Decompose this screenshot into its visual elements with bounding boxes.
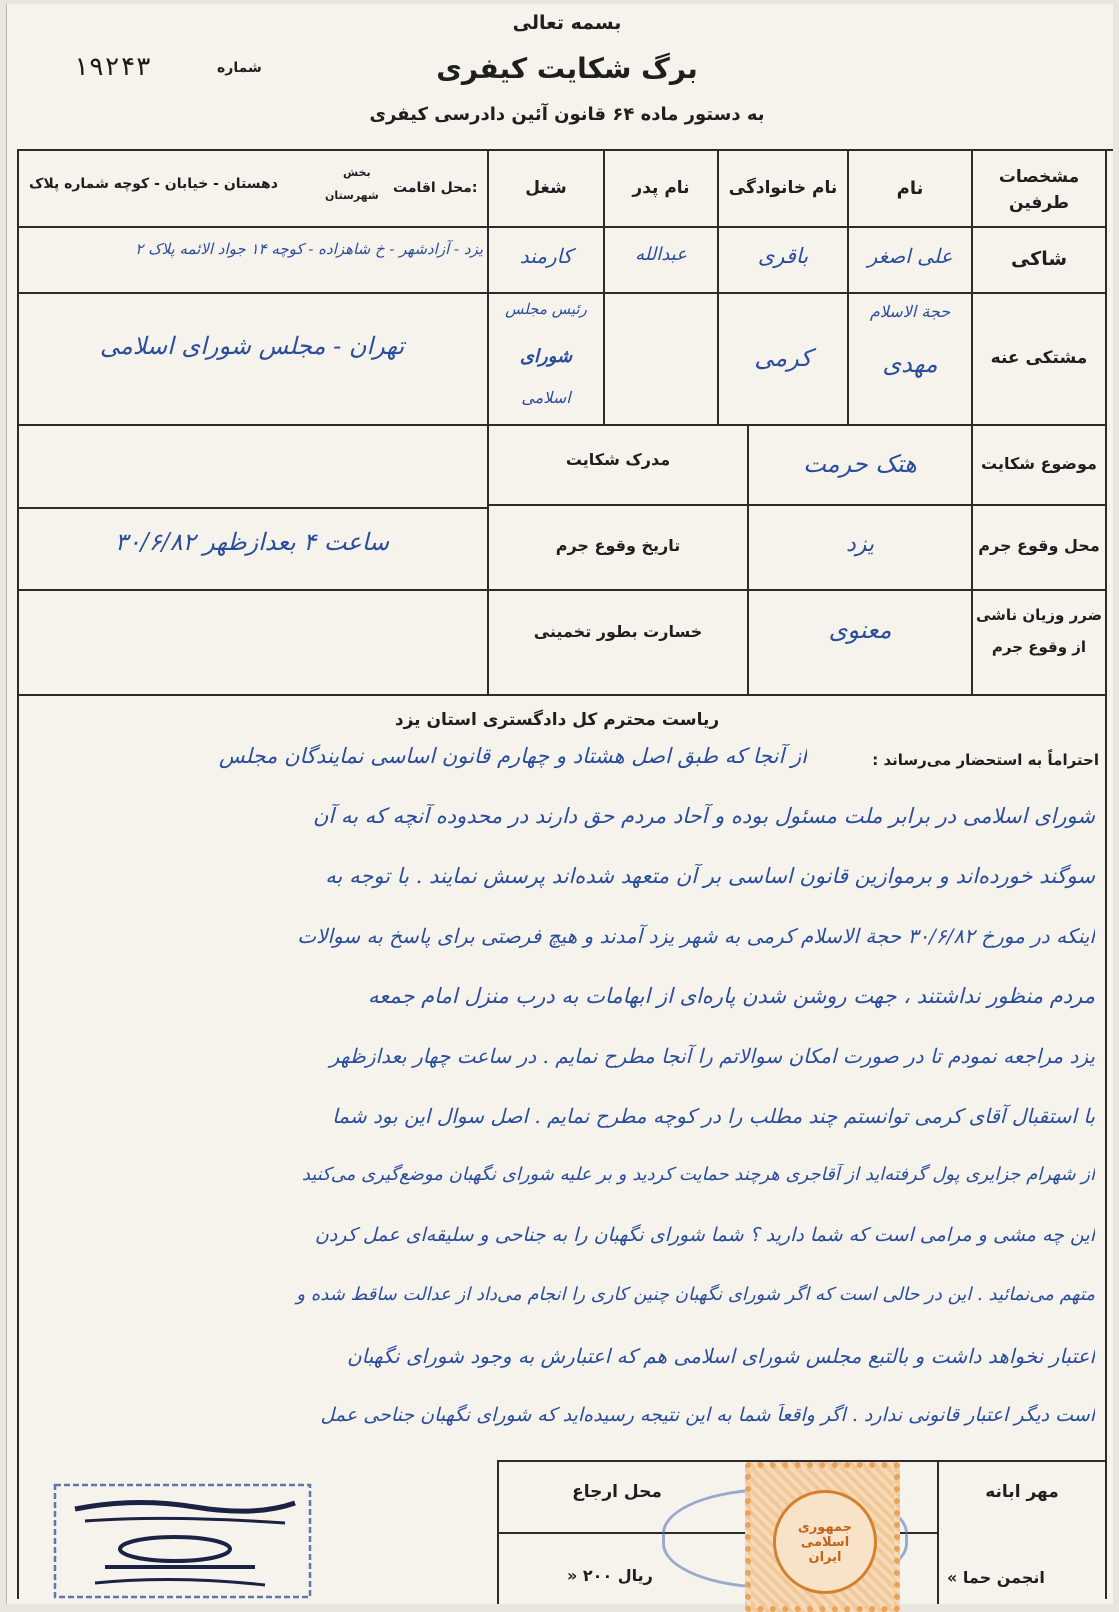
- col-name-header: نام: [896, 178, 924, 199]
- letter-line: از شهرام جزایری پول گرفته‌اید از آقاجری هرچند حمایت کردید و بر علیه شورای نگهبان موضع‌گیری می‌کنید: [301, 1164, 1095, 1185]
- date-value: ۳۰/۶/۸۲ ساعت ۴ بعدازظهر: [114, 528, 390, 556]
- form-number: ۱۹۲۴۳: [73, 52, 152, 82]
- date-label: تاریخ وقوع جرم: [555, 536, 681, 555]
- form-title: برگ شکایت کیفری: [436, 52, 698, 85]
- subject-value: هتک حرمت: [803, 450, 917, 478]
- col-address-rest: دهستان - خیابان - کوچه شماره پلاک: [29, 176, 278, 192]
- damage-value: معنوی: [828, 616, 892, 644]
- signature-seal: [45, 1479, 315, 1604]
- letter-line: متهم می‌نمائید . این در حالی است که اگر شورای نگهبان چنین کاری را انجام می‌داد از عدالت ساقط شده و: [296, 1284, 1095, 1305]
- col-father-header: نام پدر: [632, 178, 690, 198]
- page-left-border: [17, 149, 19, 1599]
- col-address-label: محل اقامت:: [393, 180, 478, 196]
- row-divider: [17, 226, 1107, 228]
- col-family-header: نام خانوادگی: [728, 178, 838, 198]
- subject-label: موضوع شکایت: [981, 454, 1097, 473]
- defendant-name: مهدی: [882, 350, 938, 378]
- complainant-label: شاکی: [1010, 248, 1068, 270]
- damage-label-line1: ضرر وزیان ناشی: [975, 606, 1103, 624]
- revenue-stamp: [745, 1462, 900, 1612]
- estimate-label: خسارت بطور تخمینی: [533, 622, 703, 641]
- referral-label: محل ارجاع: [572, 1482, 662, 1502]
- stamp-text-line2: اسلامی: [800, 1534, 850, 1550]
- letter-line: است دیگر اعتبار قانونی ندارد . اگر واقعاً شما به این نتیجه رسیده‌اید که شورای نگهبان جناحی عمل: [320, 1404, 1095, 1426]
- letter-greeting: احتراماً به استحضار می‌رساند :: [872, 751, 1099, 769]
- complainant-address: یزد - آزادشهر - خ شاهزاده - کوچه ۱۴ جواد الائمه پلاک ۲: [135, 240, 483, 258]
- complainant-job: کارمند: [519, 244, 573, 268]
- complainant-father: عبدالله: [635, 244, 687, 265]
- basmala: بسمه تعالی: [512, 12, 622, 34]
- stamp-text-line1: جمهوری: [797, 1519, 853, 1535]
- defendant-job-line3: اسلامی: [521, 388, 571, 407]
- row-divider: [17, 694, 1107, 696]
- letter-line: با استقبال آقای کرمی توانستم چند مطلب را در کوچه مطرح نمایم . اصل سوال این بود شما: [332, 1104, 1095, 1128]
- defendant-label: مشتکی عنه: [990, 348, 1088, 368]
- seal-label: مهر ابانه: [985, 1482, 1059, 1502]
- stamp-text-line3: ایران: [808, 1549, 842, 1565]
- letter-line: اعتبار نخواهد داشت و بالتبع مجلس شورای اسلامی هم که اعتبارش به وجود شورای نگهبان: [346, 1344, 1095, 1368]
- letter-line: مردم منظور نداشتند ، جهت روشن شدن پاره‌ای از ابهامات به درب منزل امام جمعه: [367, 984, 1095, 1008]
- defendant-family: کرمی: [754, 344, 812, 372]
- table-top-border: [17, 149, 1113, 151]
- complainant-name: علی اصغر: [867, 244, 953, 268]
- col-job-header: شغل: [525, 178, 567, 198]
- defendant-address: تهران - مجلس شورای اسلامی: [99, 332, 405, 360]
- letter-addressee: ریاست محترم کل دادگستری استان یزد: [394, 710, 720, 730]
- letter-line: از آنجا که طبق اصل هشتاد و چهارم قانون اساسی نمایندگان مجلس: [218, 744, 807, 768]
- damage-label-line2: از وقوع جرم: [991, 638, 1087, 656]
- letter-line: اینکه در مورخ ۳۰/۶/۸۲ حجة الاسلام کرمی به شهر یزد آمدند و هیچ فرصتی برای پاسخ به سوالات: [297, 924, 1095, 948]
- col-divider: [487, 149, 489, 694]
- row-divider: [17, 507, 487, 509]
- col-address-top: بخش: [343, 166, 371, 179]
- place-value: یزد: [845, 532, 875, 557]
- letter-line: شورای اسلامی در برابر ملت مسئول بوده و آحاد مردم حق دارند در محدوده آنچه که به آن: [312, 804, 1095, 828]
- revenue-stamp-emblem: [773, 1490, 877, 1594]
- association-text: « انجمن حما: [947, 1568, 1045, 1587]
- place-label: محل وقوع جرم: [978, 536, 1100, 555]
- col-address-sub: شهرستان: [325, 189, 379, 202]
- complaint-form-page: [6, 4, 1113, 1604]
- defendant-job-line1: رئیس مجلس: [505, 300, 587, 318]
- letter-line: سوگند خورده‌اند و برموازین قانون اساسی بر آن متعهد شده‌اند پرسش نمایند . با توجه به: [325, 864, 1095, 888]
- row-divider: [17, 292, 1107, 294]
- letter-line: یزد مراجعه نمودم تا در صورت امکان سوالاتم را آنجا مطرح نمایم . در ساعت چهار بعدازظهر: [329, 1044, 1095, 1068]
- row-divider: [487, 504, 1107, 506]
- complainant-family: باقری: [757, 244, 809, 268]
- defendant-name-title: حجة الاسلام: [869, 302, 951, 321]
- row-divider: [17, 424, 1107, 426]
- price-text: » ۲۰۰ ریال: [567, 1566, 653, 1585]
- page-right-border: [1105, 149, 1107, 1599]
- form-number-label: شماره: [217, 60, 262, 76]
- parties-label: مشخصات طرفین: [998, 167, 1080, 213]
- evidence-label: مدرک شکایت: [565, 450, 671, 469]
- form-subtitle: به دستور ماده ۶۴ قانون آئین دادرسی کیفری: [369, 104, 765, 125]
- defendant-job-line2: شورای: [519, 346, 573, 367]
- letter-line: این چه مشی و مرامی است که شما دارید ؟ شما شورای نگهبان را به جناحی و سلیقه‌ای عمل کردن: [314, 1224, 1095, 1246]
- row-divider: [17, 589, 1107, 591]
